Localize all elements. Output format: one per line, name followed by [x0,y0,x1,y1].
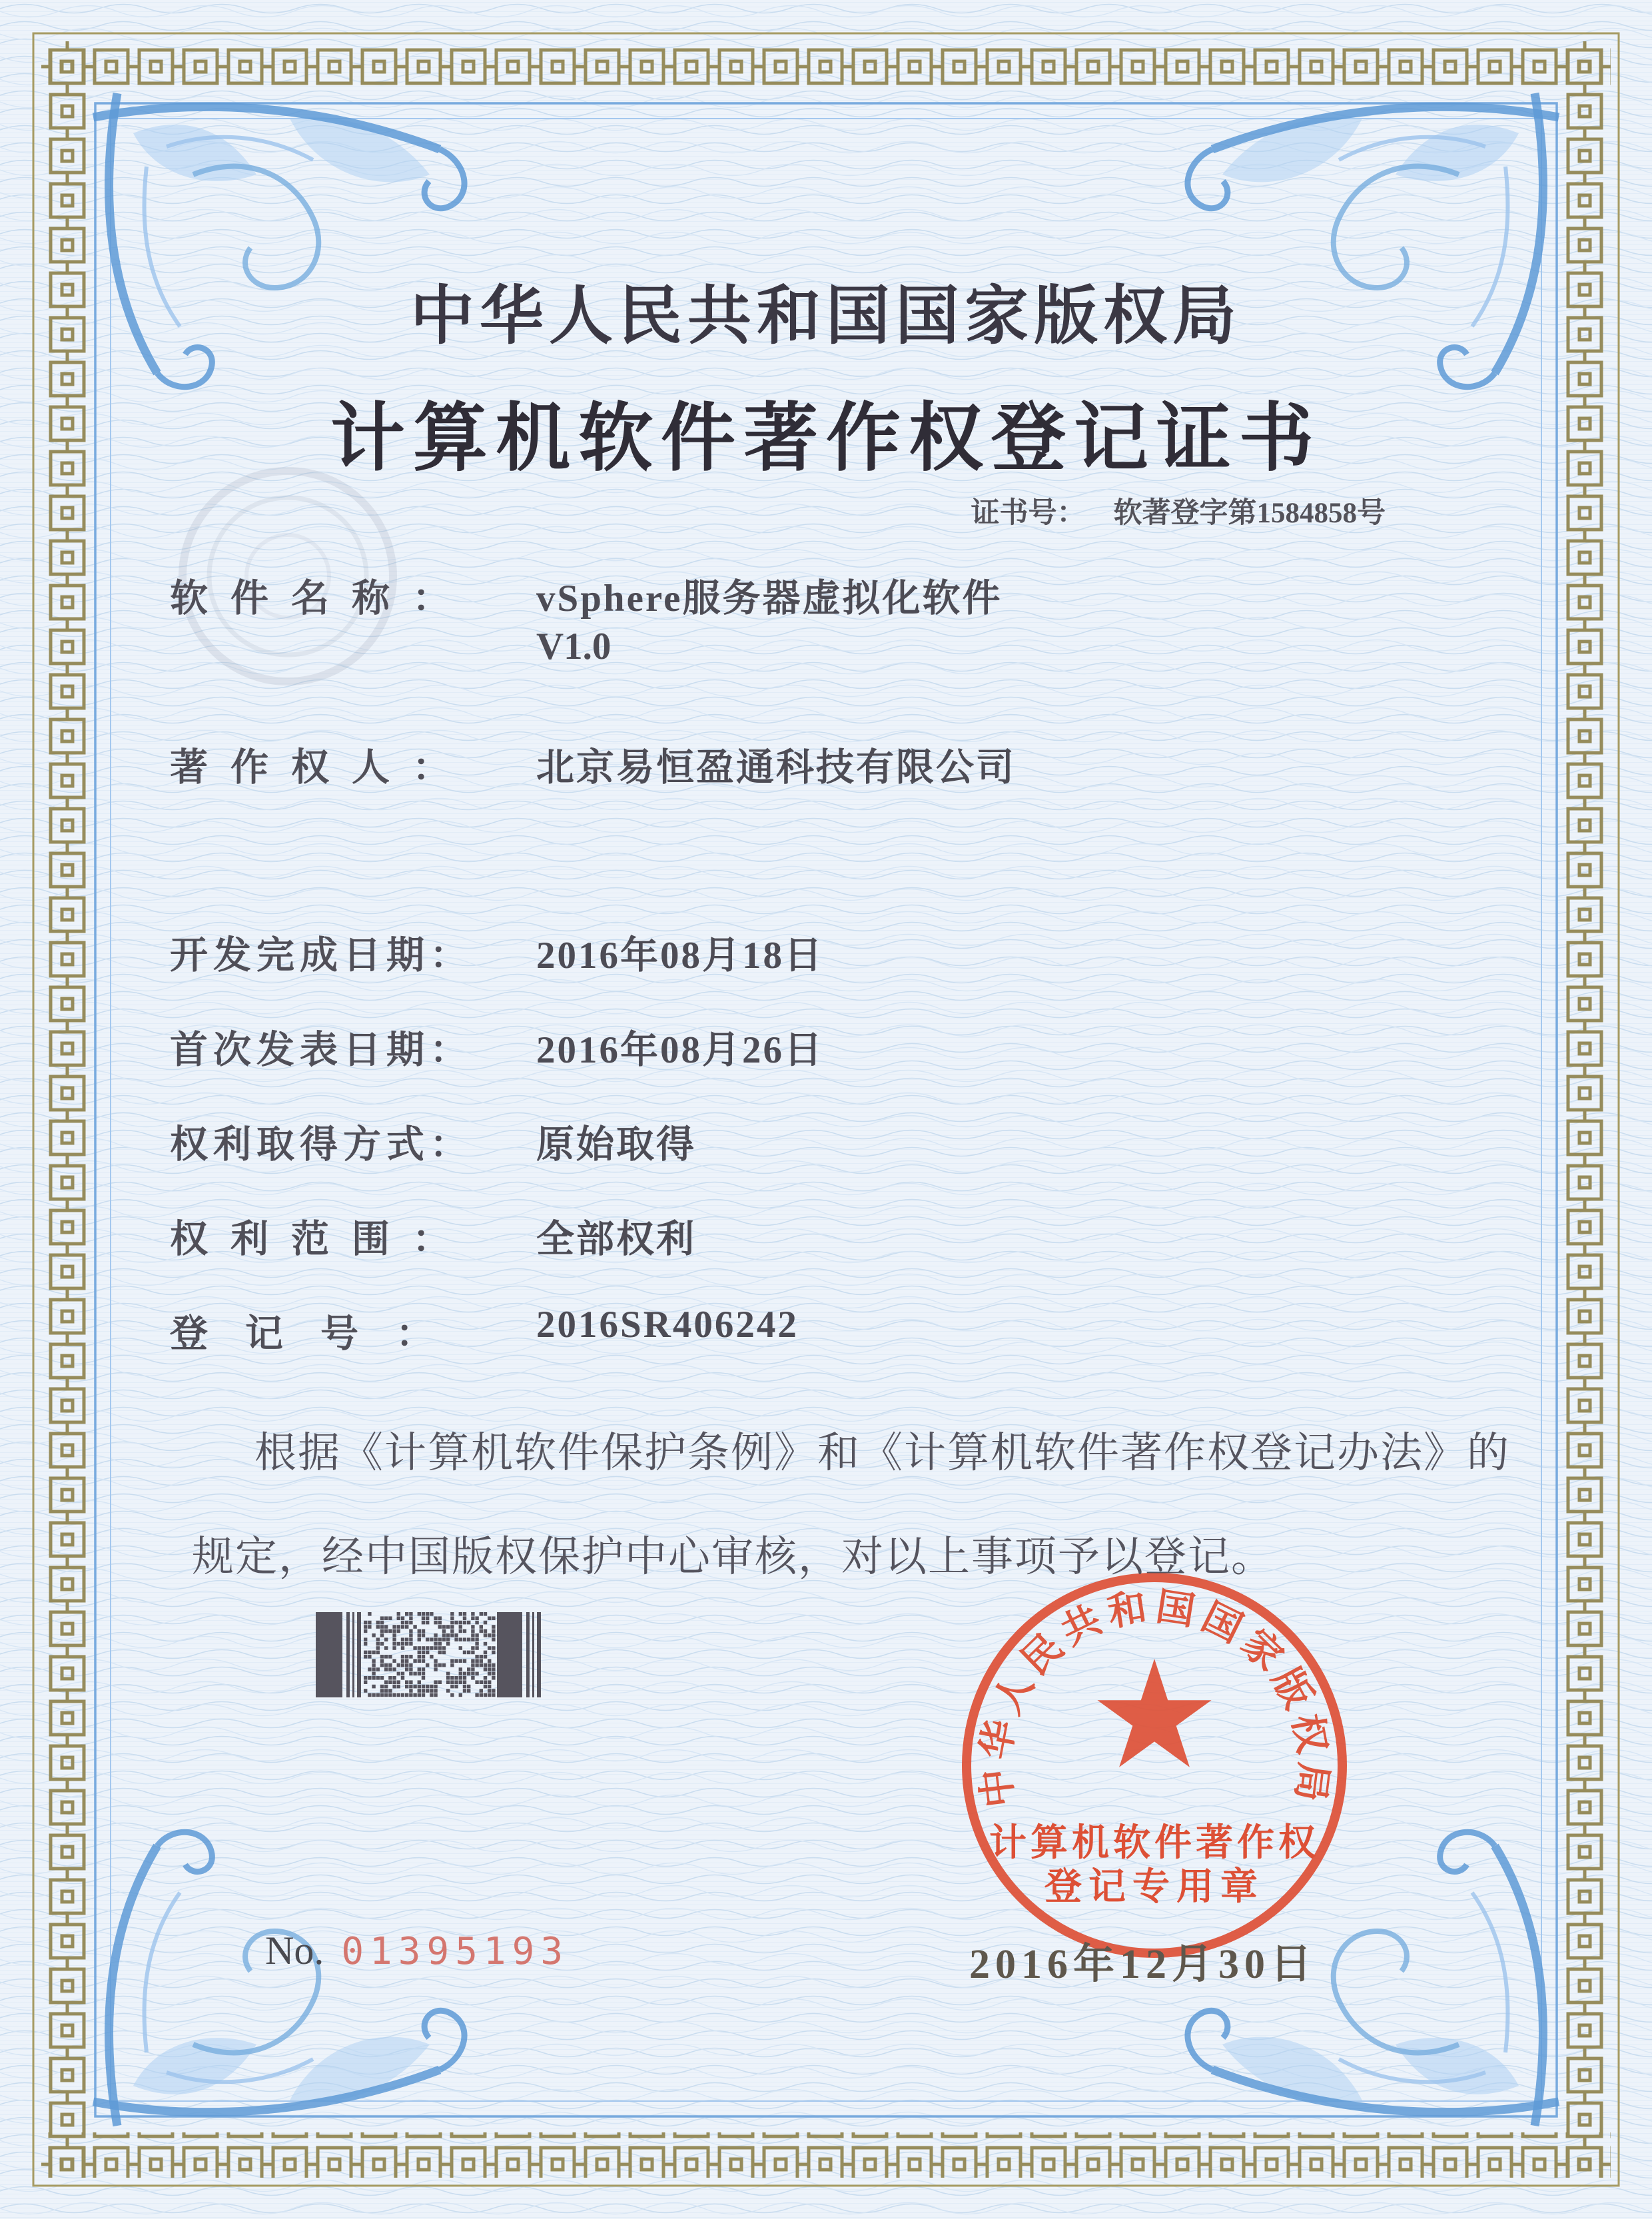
field-value: 原始取得 [536,1124,696,1166]
field-development-completed-date [170,925,824,979]
field-value: 北京易恒盈通科技有限公司 [536,747,1016,789]
statement-line-1: 根据《计算机软件保护条例》和《计算机软件著作权登记办法》的 [254,1430,1510,1476]
field-software-name [170,568,1003,622]
field-value: 2016年08月26日 [536,1029,824,1071]
field-copyright-owner [170,737,1016,791]
field-value: 全部权利 [536,1218,696,1260]
field-rights-acquisition-method [170,1114,696,1168]
issue-date: 2016年12月30日 [969,1942,1318,1987]
field-label: 权利取得方式： [170,1124,473,1166]
field-first-publication-date [170,1019,824,1074]
field-rights-scope [170,1208,696,1263]
certificate-title: 计算机软件著作权登记证书 [330,398,1322,480]
field-label: 权利范围： [170,1218,473,1260]
certificate-number-line [933,490,1386,531]
field-label: 软件名称： [170,578,473,620]
certificate-number-value: 软著登字第1584858号 [1113,498,1386,529]
field-value: vSphere服务器虚拟化软件 [536,578,1003,620]
field-value: 2016SR406242 [536,1304,799,1346]
serial-label: No. [265,1929,324,1973]
certificate-number-label: 证书号： [971,498,1086,529]
field-label: 开发完成日期： [170,935,473,977]
field-registration-number [170,1303,799,1358]
seal-arc-text: 中华人民共和国国家版权局 [973,1584,1336,1810]
field-label: 首次发表日期： [170,1029,473,1071]
field-software-version: V1.0 [536,626,612,667]
seal-text-line-1: 计算机软件著作权 [989,1823,1320,1864]
seal-text-line-2: 登记专用章 [1044,1867,1264,1908]
serial-number-line [265,1928,569,1974]
statement-line-2: 规定，经中国版权保护中心审核，对以上事项予以登记。 [192,1534,1274,1580]
field-value: 2016年08月18日 [536,935,824,977]
field-label: 著作权人： [170,747,473,789]
serial-number: 01395193 [341,1930,570,1973]
field-label: 登记号： [170,1313,471,1355]
authority-title: 中华人民共和国国家版权局 [410,280,1242,352]
